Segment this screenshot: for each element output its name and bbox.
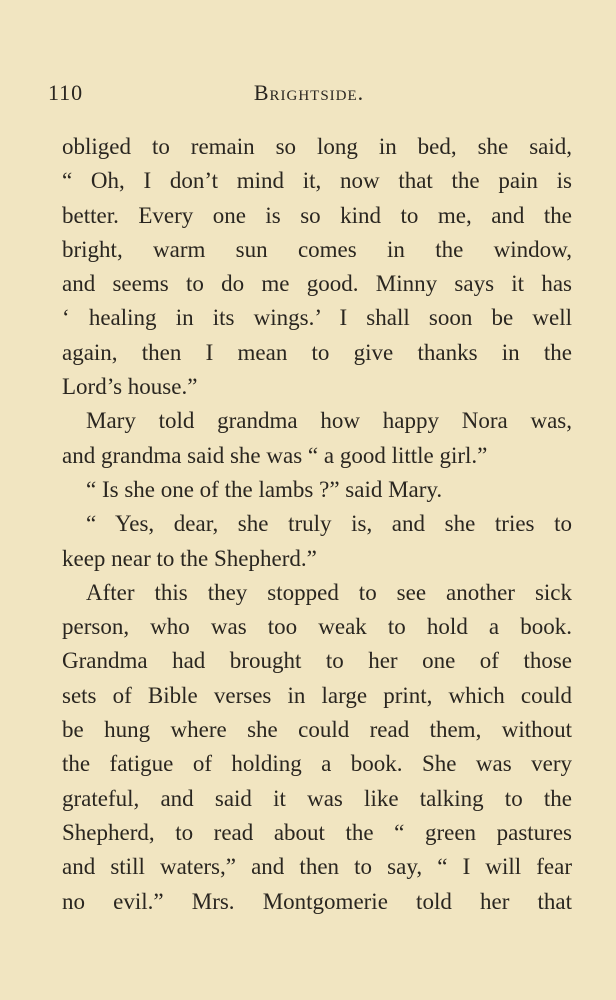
text-line: sets of Bible verses in large print, which could	[62, 682, 572, 708]
text-line: After this they stopped to see another sick	[86, 579, 572, 605]
text-line: again, then I mean to give thanks in the	[62, 339, 572, 365]
text-line: the fatigue of holding a book. She was very	[62, 751, 572, 777]
text-line: be hung where she could read them, without	[62, 717, 572, 743]
text-line: better. Every one is so kind to me, and the	[62, 202, 572, 228]
body-text	[62, 130, 572, 919]
text-line: keep near to the Shepherd.”	[62, 545, 317, 571]
page-number: 110	[48, 80, 84, 105]
text-line: bright, warm sun comes in the window,	[62, 236, 572, 262]
text-line: no evil.” Mrs. Montgomerie told her that	[62, 888, 572, 914]
text-line: “ Oh, I don’t mind it, now that the pain is	[62, 168, 572, 194]
page-header	[48, 80, 570, 110]
text-line: Mary told grandma how happy Nora was,	[86, 408, 572, 434]
text-line: and seems to do me good. Minny says it has	[62, 271, 572, 297]
text-line: grateful, and said it was like talking to the	[62, 785, 572, 811]
text-line: Lord’s house.”	[62, 374, 198, 400]
text-line: person, who was too weak to hold a book.	[62, 614, 572, 640]
text-line: “ Yes, dear, she truly is, and she tries to	[86, 511, 572, 537]
text-line: and grandma said she was “ a good little girl.”	[62, 442, 488, 468]
text-line: Shepherd, to read about the “ green pastures	[62, 819, 572, 845]
running-head: Brightside.	[253, 80, 365, 105]
text-line: “ Is she one of the lambs ?” said Mary.	[86, 476, 443, 502]
text-line: ‘ healing in its wings.’ I shall soon be well	[62, 305, 572, 331]
text-line: and still waters,” and then to say, “ I will fear	[62, 854, 572, 880]
text-line: Grandma had brought to her one of those	[62, 648, 572, 674]
text-line: obliged to remain so long in bed, she said,	[62, 134, 572, 159]
